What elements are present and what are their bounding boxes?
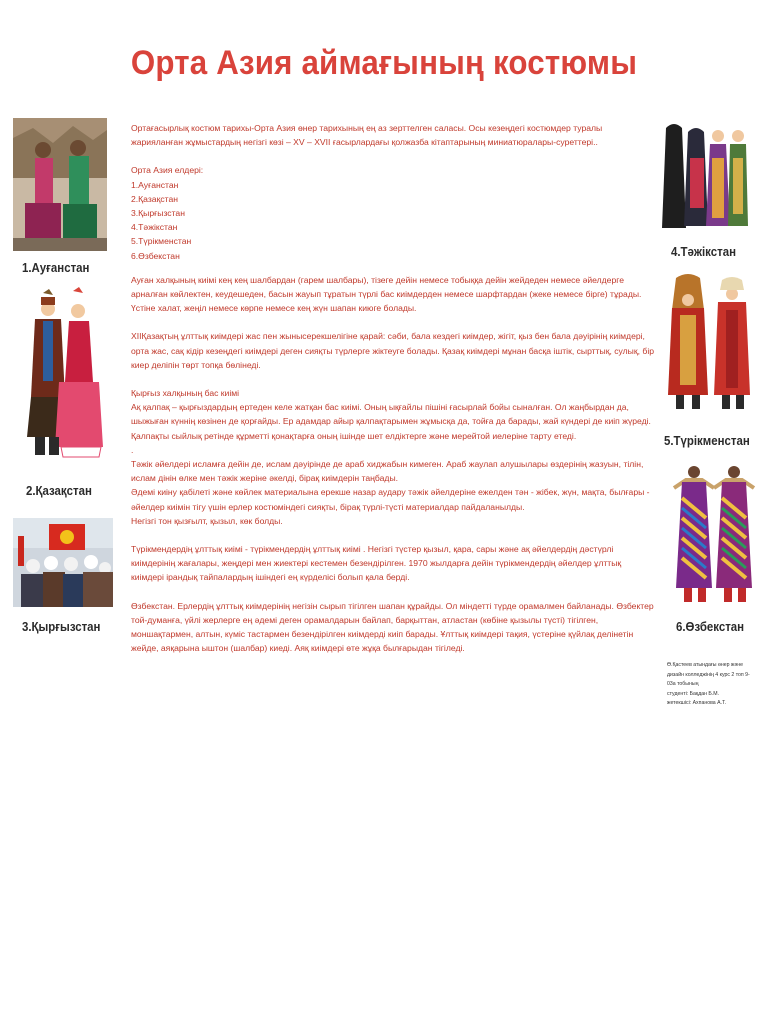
list-item: 3.Қырғызстан [131,208,185,219]
page-title: Орта Азия аймағының костюмы [130,44,638,82]
uzbek-paragraph: Өзбекстан. Ерлердің ұлттық киімдерінің негізін сырып тігілген шапан құрайды. Ол міндетті түрде орамалмен байланады. Өзбектер той-думанға, үйлі жерлерге ең әдемі деген орамалдарын байлап, барқыттан, атластан (көбіне қызылы түсті) тігілген, моншақтармен, алтын, күміс тастармен безендірілген киімдерді киіп барады. Ұлттық киімдері тақия, үстеріне қүйлақ делінетін жейде, аяқарына ыштон (шалбар) киеді. Аяқ киімдері өте жұқа былғарыдан тігіледі. [131,600,654,654]
list-item: 1.Ауғанстан [131,179,179,190]
kyrgyz-paragraph: Ақ қалпақ – қырғыздардың ертеден келе жатқан бас киімі. Оның ықғайлы пішіні ғасырлай бойы сыналған. Ол жаңбырдан да, шыжыған күннің көзінен де қорғайды. Ер адамдар айыр қалпақтарымен жұмысқа да, тойға да барады, жай күндері де киіп жүреді. Қалпақты сыйлық ретінде құрметті қонақтарға оның ішінде шет елдіктерге және мерейтой иелеріне тарту етеді. [131,402,651,441]
list-item: 5.Түрікменстан [131,236,192,247]
turkmenistan-illustration [666,270,754,415]
caption-kazakhstan: 2.Қазақстан [26,483,92,498]
countries-heading: Орта Азия елдері: [131,165,204,176]
tajik-paragraph-3: Негізгі тон қызғылт, қызыл, көк болды. [131,515,283,526]
turkmen-paragraph: Түрікмендердің ұлттық киімі - түрікмендердің ұлттық киімі . Негізгі түстер қызыл, қара, сары және ақ әйелдердің дәстүрлі киімдерінің жағалары, жеңдері мен жиектері кестемен безендірілген. 1970 жылдарға дейін түрікмендердің әйелдер ұлттық киімдері ірандық тайпалардың ішіндегі ең күрделісі болып қала берді. [131,544,622,583]
list-item: 2.Қазақстан [131,193,178,204]
credit-line: дизайн колледжінің 4 курс 2 топ 9- [667,671,750,678]
main-text [131,121,655,670]
kazakh-paragraph: XIIҚазақтың ұлттық киімдері жас пен жынысерекшелігіне қарай: сәби, бала кездегі киімдер, жігіт, қыз бен бала дәуірінің киімдері, орта жас, сақ кідір кезеңдегі киімдері деген сияқты түрлерге жіктеуге болады. Қазақ киімдері мұнан басқа іштік, сырттық, сулық, бір киер деліпін төрт топқа бөлінеді. [131,331,655,370]
caption-tajikistan: 4.Тәжікстан [671,244,736,259]
author-credit [667,661,763,709]
tajikistan-illustration [658,118,750,239]
credit-line: Ө.Қастеев атындағы өнер және [667,662,744,668]
uzbekistan-photo [670,458,758,608]
credit-line: 03а тобының [667,681,699,687]
list-item: 6.Өзбекстан [131,250,180,261]
kyrgyzstan-photo [13,518,113,607]
countries-list [131,163,655,262]
caption-afghanistan: 1.Ауғанстан [22,260,90,275]
list-item: 4.Тәжікстан [131,222,178,233]
tajik-dot: . [131,444,134,455]
afghanistan-photo [13,118,107,251]
credit-line: студенті: Бақдан Б.М. [667,690,720,697]
tajik-paragraph-2: Әдемі киіну қабілеті және көйлек материалына ерекше назар аудару тәжік әйелдеріне ежелден тән - жібек, жүн, мақта, былғары - әйелдер киімін тігу үшін ерлер костюміндегі сияқты, бірақ түрлі-түсті материалдар пайдаланылды. [131,487,650,512]
kyrgyz-heading: Қырғыз халқының бас киімі [131,388,240,399]
credit-line: жетекшісі: Ахпанова А.Т. [667,700,727,706]
intro-paragraph: Ортағасырлық костюм тарихы-Орта Азия өнер тарихының ең аз зерттелген саласы. Осы кезеңдегі костюмдер туралы жарияланған жұмыстардың негізгі көзі – XV – XVII ғасырлардағы қолжазба кітаптарының миниатюралары-суреттері.. [131,123,603,148]
tajik-paragraph-1: Тәжік әйелдері исламға дейін де, ислам дәуірінде де араб хиджабын кимеген. Араб жаулап алушылары өздерінің жазуын, тілін, ислам дінін өлке мен тәжік жеріне әкелді, бірақ киімдерін таңбады. [131,459,644,484]
afghan-paragraph: Ауған халқының киімі кең кең шалбардан (гарем шалбары), тізеге дейін немесе тобыққа дейін жейдеден немесе әйелдерге арналған көйлектен, кеудешеден, басын жауып тұратын түрлі бас киімдерден немесе шарфтардан (жеке немесе бірге) тұрады. Үстіне халат, жеңіл немесе көрпе немесе кең жүн шапан киюге болады. [131,274,642,314]
caption-uzbekistan: 6.Өзбекстан [676,619,745,634]
caption-kyrgyzstan: 3.Қырғызстан [22,619,101,634]
caption-turkmenistan: 5.Түрікменстан [664,433,750,448]
kazakhstan-illustration [13,287,107,470]
